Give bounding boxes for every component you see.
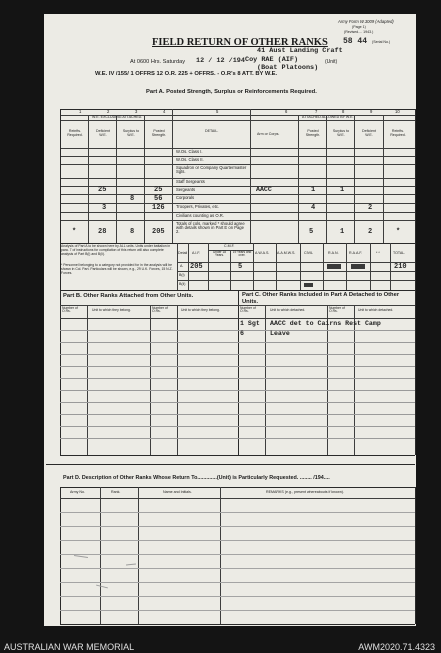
col-number-7: 7 [315, 109, 318, 114]
unit-label: (Unit) [325, 59, 338, 65]
we-group-header: W.E. EXCLUDING ATTACHED. [92, 115, 143, 119]
header-detail: DETAIL. [205, 129, 219, 133]
part-b-header-unit-1: Unit to which they belong. [92, 308, 131, 312]
header-surplus-we: Surplus to W.E. [122, 129, 140, 137]
col-number-4: 4 [163, 109, 166, 114]
analysis-row-a: A. [180, 264, 184, 268]
part-b-title: Part B. Other Ranks Attached from Other Units. [63, 293, 194, 299]
part-a-title: Part A. Posted Strength, Surplus or Reinforcements Required. [146, 89, 317, 95]
sergeants-att-surplus: 1 [340, 186, 345, 194]
header-att-posted: Posted Strength. [305, 129, 321, 137]
col-number-3: 3 [135, 109, 138, 114]
detail-wo-class-2: W.Os. Class II. [176, 157, 204, 162]
part-d-header-rank: Rank. [111, 490, 121, 494]
analysis-header-under-18: Under 18 Years. [212, 250, 227, 258]
header-att-deficient: Deficient W.E. [362, 129, 376, 137]
detail-sergeants: Sergeants [176, 187, 196, 192]
troopers-deficient: 3 [102, 204, 107, 212]
analysis-header-cmf: C.M.F. [224, 244, 235, 248]
analysis-note: Analysis of Part A to be shown here by ALL units. Units under battalion in para. 7 of instructions for compilation of this return will also complete analysis of Part B(i) and B(ii). [61, 244, 171, 256]
analysis-row-bi: B(i) [179, 273, 185, 277]
sergeants-deficient: 25 [98, 186, 107, 194]
form-page-label: (Page 1) [352, 25, 366, 29]
header-att-reinfts: Reinfts. Required. [390, 129, 406, 137]
col-number-2: 2 [107, 109, 110, 114]
redaction-block [327, 264, 341, 269]
col-number-6: 6 [285, 109, 288, 114]
analysis-header-aamws: A.A.M.W.S. [277, 251, 296, 255]
totals-posted: 205 [152, 228, 165, 236]
part-c-title: Part C. Other Ranks Included in Part A Detached to Other Units. [242, 292, 400, 305]
footer-institution: AUSTRALIAN WAR MEMORIAL [4, 642, 135, 652]
col-number-5: 5 [216, 109, 219, 114]
part-c-header-unit-1: Unit to which detached. [270, 308, 306, 312]
analysis-header-other: * * [376, 251, 380, 255]
corporals-surplus: 8 [130, 195, 135, 203]
unit-name-line-1: 41 Aust Landing Craft [257, 47, 343, 55]
troopers-att-deficient: 2 [368, 204, 373, 212]
part-c-header-number-2: Number of O.Rs. [329, 306, 345, 314]
totals-reinfts: * [72, 228, 77, 236]
part-c-entry-2-unit: Leave [270, 330, 290, 337]
detail-troopers: Troopers, Privates, etc. [176, 204, 220, 209]
sergeants-posted: 25 [154, 186, 163, 194]
header-arm-corps: Arm or Corps. [257, 132, 280, 136]
part-d-header-name: Name and Initials. [163, 490, 192, 494]
part-c-entry-1-number: 1 Sgt [240, 320, 260, 327]
analysis-header-19-over: 19 Years and over. [232, 250, 252, 258]
serial-label: (Serial No.) [372, 40, 391, 44]
part-b-header-number-2: Number of O.Rs. [152, 306, 168, 314]
detail-corporals: Corporals [176, 195, 195, 200]
detail-totals: Totals of cols. marked * should agree with details shown in Part E on Page 2. [176, 221, 245, 235]
serial-number: 58 44 [343, 37, 368, 46]
part-b-header-number-1: Number of O.Rs. [62, 306, 78, 314]
part-c-header-number-1: Number of O.Rs. [240, 306, 256, 314]
analysis-header-detail: Detail [178, 251, 188, 255]
totals-att-reinfts: * [396, 228, 401, 236]
return-date: 12 / 12 /194 [196, 57, 245, 65]
analysis-header-civil: CIVIL [304, 251, 313, 255]
col-number-1: 1 [79, 109, 82, 114]
analysis-header-awas: A.W.A.S. [255, 251, 270, 255]
totals-deficient: 28 [98, 228, 107, 236]
part-c-entry-1-unit: AACC det to Cairns Rest Camp [270, 320, 381, 327]
footer-accession-number: AWM2020.71.4323 [358, 642, 435, 652]
sergeants-arm-corps: AACC [256, 186, 272, 193]
detail-civilians: Civilians counting as O.R. [176, 213, 224, 218]
troopers-att-posted: 4 [311, 204, 316, 212]
header-posted-strength: Posted Strength. [151, 129, 167, 137]
analysis-header-aif: A.I.F. [192, 251, 201, 255]
part-d-header-remarks: REMARKS (e.g., present whereabouts if known). [266, 490, 344, 494]
totals-att-surplus: 1 [340, 228, 345, 236]
part-c-entry-2-number: 6 [240, 330, 244, 337]
unit-name-line-2: Coy RAE (AIF) [245, 56, 299, 64]
corporals-posted: 56 [154, 195, 163, 203]
redaction-block [304, 283, 313, 287]
redaction-block [351, 264, 365, 269]
totals-surplus: 8 [130, 228, 135, 236]
col-number-9: 9 [370, 109, 373, 114]
col-number-8: 8 [342, 109, 345, 114]
totals-att-deficient: 2 [368, 228, 373, 236]
col-number-10: 10 [395, 109, 400, 114]
detail-wo-class-1: W.Os. Class I. [176, 149, 203, 154]
analysis-row-bii: B(ii) [179, 282, 186, 286]
attached-group-header: ATTACHED ALLOWED BY W.E. [302, 115, 354, 119]
header-att-surplus: Surplus to W.E. [332, 129, 350, 137]
at-hours-label: At 0600 Hrs. Saturday [130, 59, 186, 65]
analysis-header-total: TOTAL. [393, 251, 406, 255]
detail-company-qm-sgts: Squadron or Company Quartermaster Sgts. [176, 165, 247, 175]
detail-staff-sergeants: Staff Sergeants [176, 179, 205, 184]
header-deficient-we: Deficient W.E. [96, 129, 110, 137]
analysis-total-value: 210 [394, 263, 407, 271]
part-b-header-unit-2: Unit to which they belong. [181, 308, 220, 312]
sergeants-att-posted: 1 [311, 186, 316, 194]
part-d-title: Part D. Description of Other Ranks Whose Return To.............(Unit) is Particularly Requested. ........ /194.... [63, 475, 330, 481]
analysis-note-2: * Personnel belonging to a category not provided for in the analysis will be shown in Col. Part. Particulars will be shown, e.g., 29 U.K. Forces, 15 N.Z. Forces. [61, 263, 173, 275]
unit-name-line-3: (Boat Platoons) [257, 64, 319, 72]
part-c-header-unit-2: Unit to which detached. [358, 308, 394, 312]
we-authorisation-line: W.E. IV /155/ 1 OFFRS 12 O.R. 225 + OFFRS. - O.R's 8 ATT. BY W.E. [95, 71, 278, 77]
analysis-header-raaf: R.A.A.F. [349, 251, 363, 255]
header-reinfts-required: Reinfts. Required. [67, 129, 83, 137]
troopers-posted: 126 [152, 204, 165, 212]
totals-att-posted: 5 [309, 228, 314, 236]
analysis-aif-value: 205 [190, 263, 203, 271]
analysis-cmf-19-value: 5 [238, 263, 243, 271]
form-title: FIELD RETURN OF OTHER RANKS [152, 37, 328, 48]
form-reference: Army Form W.3009 (Adapted) [338, 19, 394, 24]
form-revised-label: (Revised.... 1943.) [344, 30, 374, 34]
part-d-header-army-no: Army No. [70, 490, 85, 494]
analysis-header-ran: R.A.N. [328, 251, 339, 255]
